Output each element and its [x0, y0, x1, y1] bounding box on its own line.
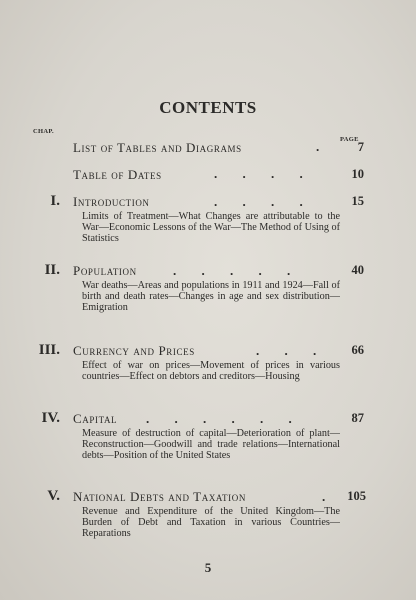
entry-title: Table of Dates	[73, 167, 162, 182]
chapter-title: Introduction	[73, 194, 150, 209]
leader-dots: .	[322, 489, 337, 504]
chapter-page: 66	[351, 343, 364, 357]
chapter-number: V.	[47, 488, 60, 504]
chapter-number: I.	[50, 193, 60, 209]
entry-title: List of Tables and Diagrams	[73, 140, 242, 155]
chapter-number: IV.	[41, 410, 60, 426]
chapter-number: II.	[44, 262, 60, 278]
leader-dots: .	[316, 139, 331, 154]
chapter-title: Capital	[73, 411, 118, 426]
chapter-description: Effect of war on prices—Movement of prices in various countries—Effect on debtors and creditors—Housing	[82, 360, 340, 383]
entry-page: 7	[357, 140, 364, 154]
chapter-title: Population	[73, 263, 137, 278]
chapter-page: 40	[351, 263, 364, 277]
chapter-description: Measure of destruction of capital—Deterioration of plant—Reconstruction—Goodwill and trade relations—International debts—Position of the United States	[82, 428, 340, 462]
chapter-page: 87	[351, 411, 364, 425]
chapter-number: III.	[38, 342, 60, 358]
page-title: CONTENTS	[159, 98, 257, 117]
page-column-label: PAGE	[340, 136, 359, 143]
entry-page: 10	[351, 167, 364, 181]
leader-dots: . . . .	[214, 166, 314, 181]
page-number: 5	[204, 560, 212, 575]
chapter-title: National Debts and Taxation	[73, 489, 246, 504]
chapter-page: 15	[351, 194, 364, 208]
chapter-description: Revenue and Expenditure of the United Kingdom—The Burden of Debt and Taxation in various Countries—Reparations	[82, 506, 340, 540]
chapter-page: 105	[347, 489, 366, 503]
chapter-description: War deaths—Areas and populations in 1911 and 1924—Fall of birth and death rates—Changes in age and sex distribution—Emigration	[82, 280, 340, 314]
leader-dots: . . .	[256, 343, 328, 358]
leader-dots: . . . .	[214, 194, 314, 209]
chapter-description: Limits of Treatment—What Changes are attributable to the War—Economic Lessons of the War—The Method of Using of Statistics	[82, 211, 340, 245]
chap-column-label: CHAP.	[33, 128, 54, 135]
leader-dots: . . . . . .	[146, 411, 303, 426]
chapter-title: Currency and Prices	[73, 343, 195, 358]
leader-dots: . . . . .	[173, 263, 302, 278]
